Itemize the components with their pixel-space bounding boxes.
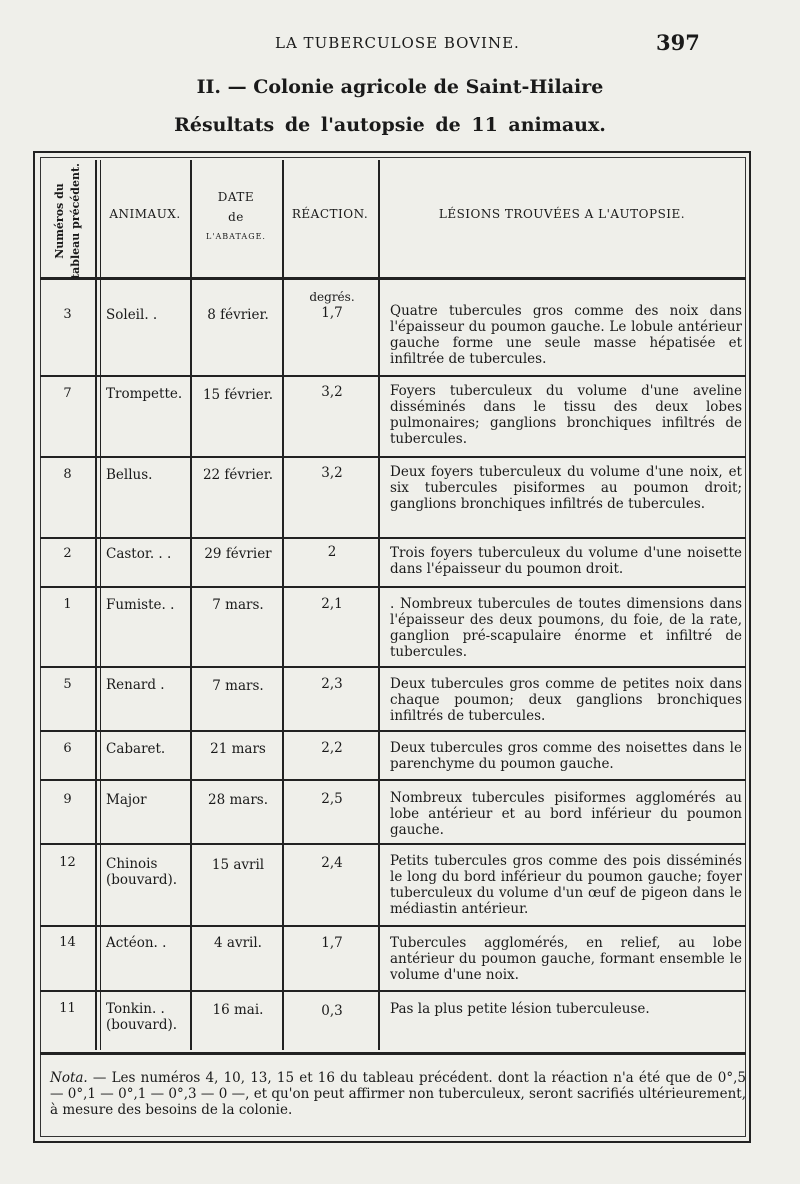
row-number: 1 [63, 597, 72, 612]
date-header-line2: de [228, 210, 244, 224]
row-rule [40, 375, 746, 377]
column-divider [95, 160, 97, 1050]
slaughter-date: 4 avril. [214, 935, 262, 951]
column-header-date [190, 187, 282, 247]
animal-name: Renard . [106, 677, 165, 693]
column-header-numero [40, 160, 95, 282]
row-number: 11 [59, 1001, 76, 1016]
row-rule [40, 456, 746, 458]
slaughter-date: 16 mai. [212, 1002, 264, 1018]
lesion-description: Trois foyers tuberculeux du volume d'une noisette dans l'épaisseur du poumon droit. [390, 545, 742, 577]
reaction-value: 1,7 [321, 935, 343, 951]
reaction-value: 0,3 [321, 1003, 343, 1019]
row-number: 14 [59, 935, 76, 950]
reaction-value: 2,2 [321, 740, 343, 756]
running-title: LA TUBERCULOSE BOVINE. [275, 34, 520, 52]
animal-name: Actéon. . [106, 935, 167, 951]
footnote-text: — Les numéros 4, 10, 13, 15 et 16 du tableau précédent. dont la réaction n'a été que de 0°,5 — 0°,1 — 0°,1 — 0°,3 — 0 —, et qu'on peut affirmer non tuberculeux, seront sacrifiés ultérieurement, à mesure des besoins de la colonie. [50, 1070, 747, 1118]
animal-name: Tonkin. . (bouvard). [106, 1001, 178, 1033]
lesion-description: Petits tubercules gros comme des pois disséminés le long du bord inférieur du poumon gauche; foyer tuberculeux du volume d'un œuf de pigeon dans le médiastin antérieur. [390, 853, 742, 917]
slaughter-date: 28 mars. [208, 792, 268, 808]
row-rule [40, 586, 746, 588]
row-number: 8 [63, 467, 72, 482]
slaughter-date: 15 février. [202, 387, 274, 403]
animal-name: Chinois (bouvard). [106, 856, 178, 888]
animal-name: Castor. . . [106, 546, 172, 562]
lesion-description: Nombreux tubercules pisiformes agglomérés au lobe antérieur et au bord inférieur du poumon gauche. [390, 790, 742, 838]
numero-header-line1: Numéros du [52, 183, 66, 259]
reaction-value: 2,5 [321, 791, 343, 807]
slaughter-date: 8 février. [207, 307, 269, 323]
row-number: 9 [63, 792, 72, 807]
row-number: 7 [63, 386, 72, 401]
lesion-description: Deux tubercules gros comme de petites noix dans chaque poumon; deux ganglions bronchiques infiltrés de tubercules. [390, 676, 742, 724]
column-header-lesions: LÉSIONS TROUVÉES A L'AUTOPSIE. [438, 207, 686, 221]
column-divider [100, 160, 101, 1050]
row-rule [40, 666, 746, 668]
animal-name: Trompette. [106, 386, 183, 402]
lesion-description: . Nombreux tubercules de toutes dimensions dans l'épaisseur des deux poumons, du foie, de la rate, ganglion pré-scapulaire énorme et infiltré de tubercules. [390, 596, 742, 660]
row-rule [40, 730, 746, 732]
row-rule [40, 925, 746, 927]
lesion-description: Quatre tubercules gros comme des noix dans l'épaisseur du poumon gauche. Le lobule antérieur gauche forme une seule masse hépatisée et infiltrée de tubercules. [390, 303, 742, 367]
page-number: 397 [656, 30, 700, 55]
row-rule [40, 843, 746, 845]
animal-name: Major [106, 792, 147, 808]
slaughter-date: 15 avril [211, 857, 265, 873]
animal-name: Fumiste. . [106, 597, 175, 613]
column-header-animaux: ANIMAUX. [109, 207, 181, 221]
footnote-label: Nota. [50, 1070, 88, 1086]
lesion-description: Tubercules agglomérés, en relief, au lobe antérieur du poumon gauche, formant ensemble le volume d'une noix. [390, 935, 742, 983]
lesion-description: Pas la plus petite lésion tuberculeuse. [390, 1001, 650, 1017]
slaughter-date: 29 février [204, 546, 272, 562]
reaction-value: 2,4 [321, 855, 343, 871]
row-number: 3 [63, 307, 72, 322]
slaughter-date: 7 mars. [212, 597, 264, 613]
lesion-description: Deux tubercules gros comme des noisettes dans le parenchyme du poumon gauche. [390, 740, 742, 772]
footnote [50, 1070, 746, 1118]
table-subtitle: Résultats de l'autopsie de 11 animaux. [174, 114, 606, 136]
row-rule [40, 990, 746, 992]
animal-name: Bellus. [106, 467, 153, 483]
header-rule [40, 277, 746, 280]
slaughter-date: 7 mars. [212, 678, 264, 694]
section-title: II. — Colonie agricole de Saint-Hilaire [196, 76, 604, 98]
slaughter-date: 21 mars [210, 741, 266, 757]
table-bottom-rule [40, 1052, 746, 1055]
reaction-value: 2,1 [321, 596, 343, 612]
column-header-reaction: RÉACTION. [291, 207, 369, 221]
lesion-description: Foyers tuberculeux du volume d'une aveline disséminés dans le tissu des deux lobes pulmonaires; ganglions bronchiques infiltrés de tubercules. [390, 383, 742, 447]
reaction-value: 3,2 [321, 384, 343, 400]
row-rule [40, 779, 746, 781]
row-number: 12 [59, 855, 76, 870]
reaction-value: 1,7 [321, 305, 343, 321]
animal-name: Soleil. . [106, 307, 158, 323]
row-number: 5 [63, 677, 72, 692]
date-header-line3: L'ABATAGE. [206, 232, 266, 241]
row-number: 2 [63, 546, 72, 561]
numero-header-line2: tableau précédent. [68, 163, 82, 279]
reaction-value: 2,3 [321, 676, 343, 692]
row-number: 6 [63, 741, 72, 756]
reaction-value: 3,2 [321, 465, 343, 481]
row-rule [40, 537, 746, 539]
page-header [0, 30, 800, 58]
lesion-description: Deux foyers tuberculeux du volume d'une noix, et six tubercules pisiformes au poumon droit; ganglions bronchiques infiltrés de tubercules. [390, 464, 742, 512]
date-header-line1: DATE [217, 190, 255, 204]
animal-name: Cabaret. [106, 741, 166, 757]
reaction-unit-label: degrés. [309, 290, 355, 304]
reaction-value: 2 [327, 544, 337, 560]
slaughter-date: 22 février. [202, 467, 274, 483]
